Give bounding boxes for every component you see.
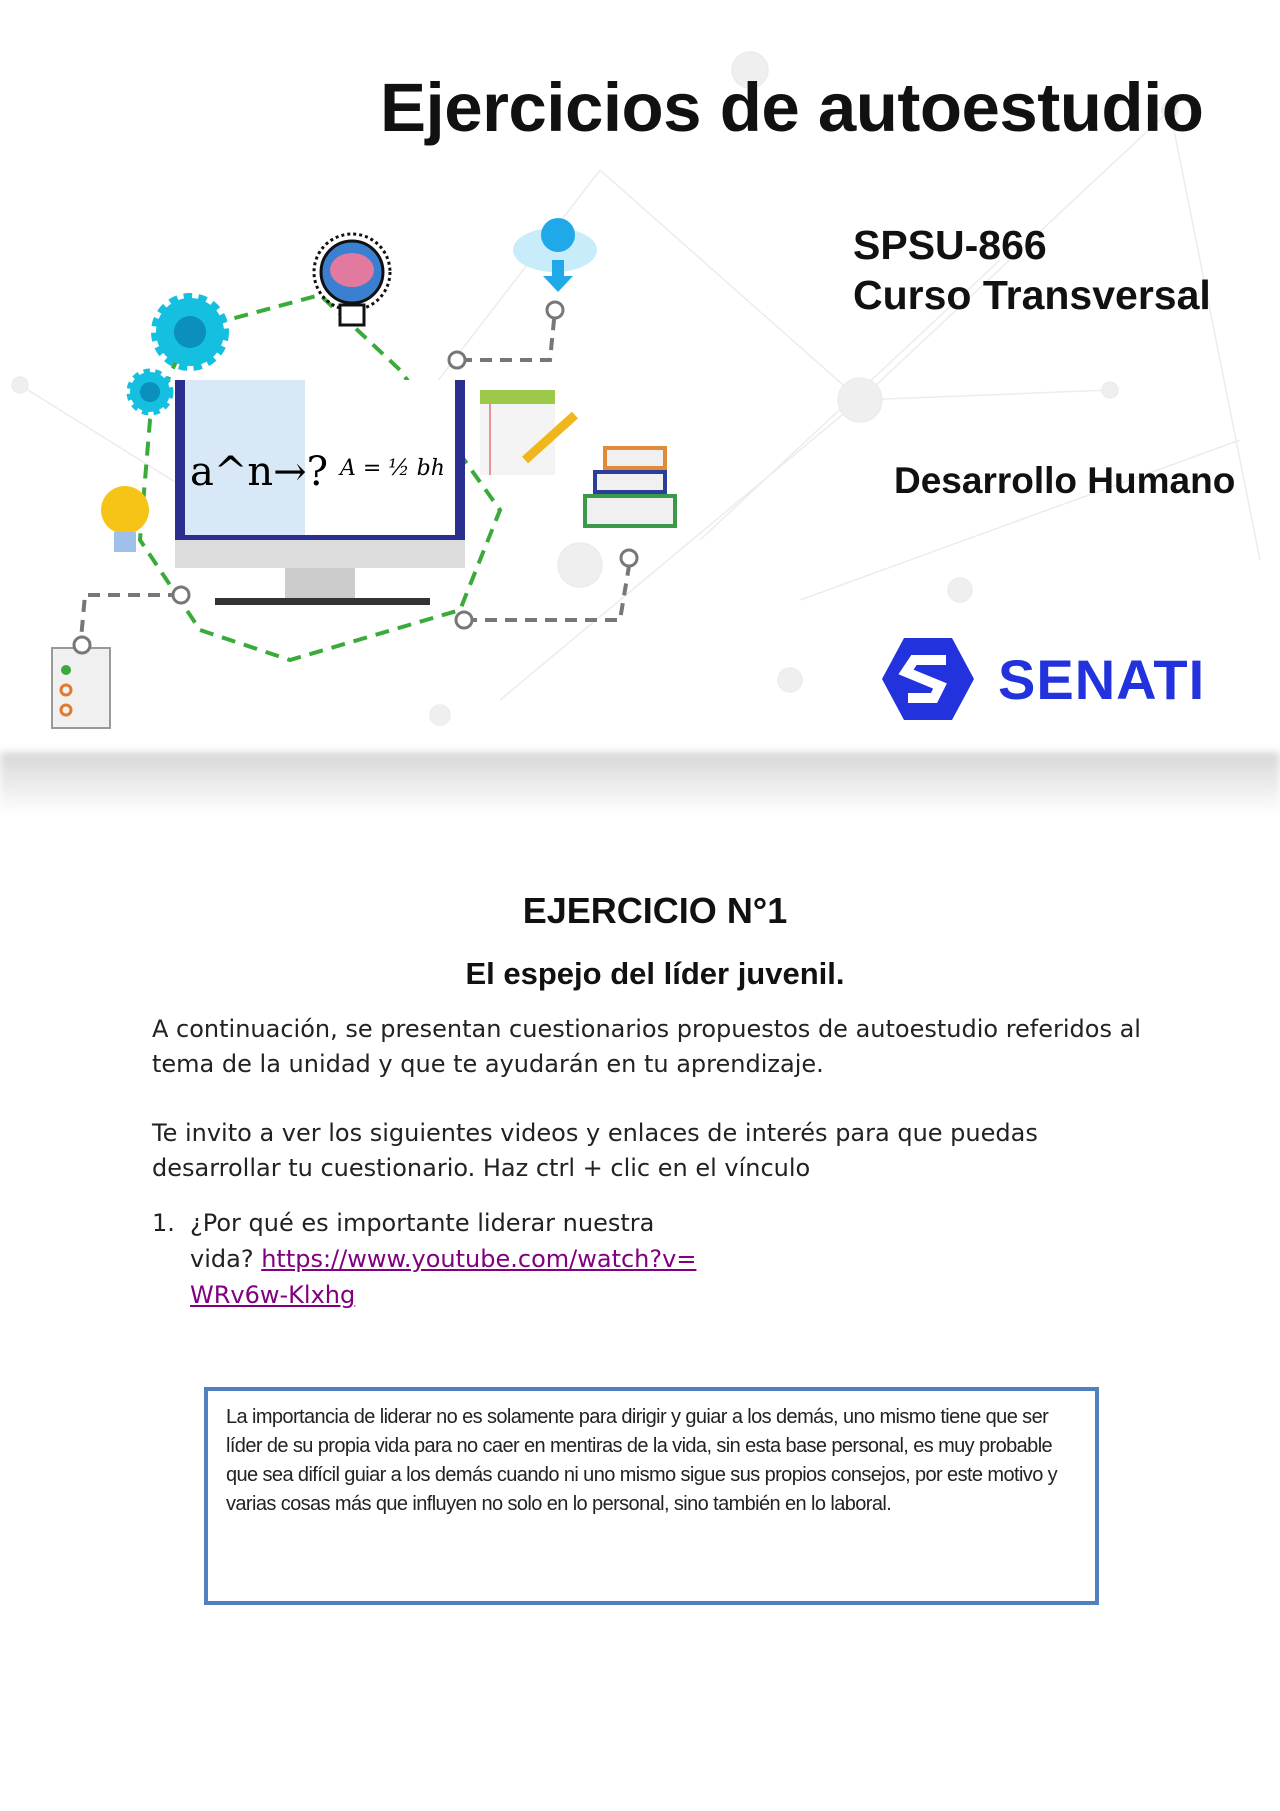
formula-area: A = ½ bh xyxy=(340,456,445,481)
course-type: Curso Transversal xyxy=(853,272,1211,318)
brain-bulb-icon xyxy=(314,234,390,325)
books-icon xyxy=(585,448,675,526)
info-cloud-icon xyxy=(513,218,597,292)
learning-illustration xyxy=(40,210,680,740)
cover-shadow xyxy=(0,752,1280,814)
exercise-subtitle: El espejo del líder juvenil. xyxy=(465,956,845,991)
checklist-icon xyxy=(52,648,110,728)
video-link[interactable]: https://www.youtube.com/watch?v=WRv6w-Klxhg xyxy=(190,1245,697,1309)
page-title: Ejercicios de autoestudio xyxy=(380,69,1204,146)
formula-power: a^n→? xyxy=(190,449,329,495)
instructions-paragraph: Te invito a ver los siguientes videos y enlaces de interés para que puedas desarrollar tu cuestionario. Haz ctrl + clic en el vínculo xyxy=(152,1119,1038,1182)
notepad-icon xyxy=(480,390,575,475)
cover-banner xyxy=(0,0,1280,820)
gear-icon xyxy=(156,298,224,366)
course-info xyxy=(853,220,1211,320)
question-item xyxy=(190,1205,710,1313)
question-list xyxy=(152,1205,710,1313)
small-gear-icon xyxy=(130,372,170,412)
question-text: ¿Por qué es importante liderar nuestra vida? xyxy=(190,1209,655,1273)
senati-logo-icon xyxy=(880,636,976,722)
senati-logo xyxy=(880,636,1205,722)
senati-logo-text: SENATI xyxy=(998,647,1206,711)
course-name: Desarrollo Humano xyxy=(894,460,1236,501)
answer-text: La importancia de liderar no es solamente para dirigir y guiar a los demás, uno mismo tiene que ser líder de su propia vida para no caer en mentiras de la vida, sin esta base personal, es muy probable que sea difícil guiar a los demás cuando ni uno mismo sigue sus propios consejos, por este motivo y varias cosas más que influyen no solo en lo personal, sino también en lo laboral. xyxy=(226,1406,1058,1515)
course-code: SPSU-866 xyxy=(853,222,1047,268)
exercise-heading: EJERCICIO N°1 xyxy=(522,890,788,931)
intro-paragraph: A continuación, se presentan cuestionarios propuestos de autoestudio referidos al tema de la unidad y que te ayudarán en tu aprendizaje. xyxy=(152,1015,1141,1078)
question-number: 1. xyxy=(152,1209,175,1237)
answer-box xyxy=(204,1387,1099,1605)
